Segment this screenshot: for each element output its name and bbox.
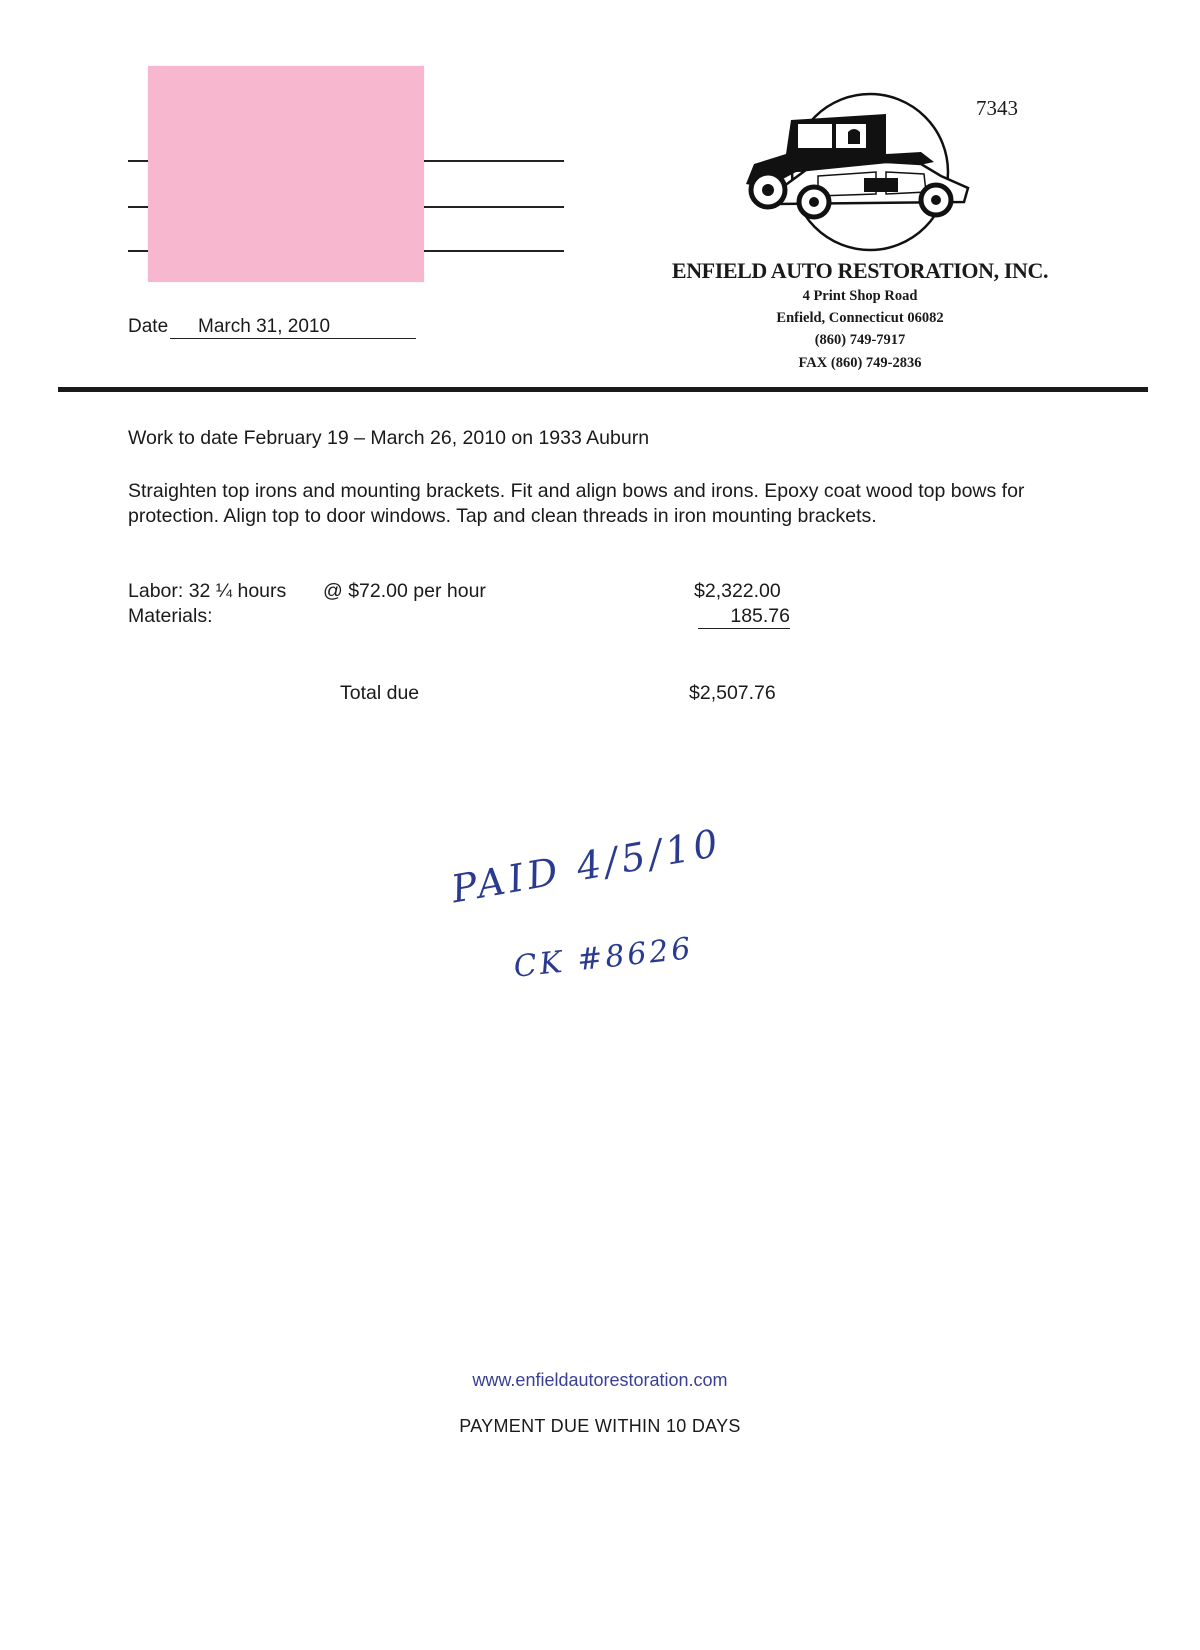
company-address-line-1: 4 Print Shop Road (802, 288, 918, 304)
company-address-line-2: Enfield, Connecticut 06082 (776, 310, 944, 326)
materials-label: Materials: (128, 605, 213, 627)
website-link[interactable]: www.enfieldautorestoration.com (472, 1370, 728, 1390)
labor-label: Labor: 32 ¼ hours (128, 580, 287, 602)
payment-terms: PAYMENT DUE WITHIN 10 DAYS (459, 1416, 741, 1436)
work-title: Work to date February 19 – March 26, 2010 on 1933 Auburn (128, 427, 650, 449)
total-label: Total due (340, 682, 420, 704)
company-phone: (860) 749-7917 (814, 332, 906, 348)
total-amount: $2,507.76 (689, 682, 776, 704)
company-name: ENFIELD AUTO RESTORATION, INC. (671, 258, 1049, 283)
invoice-number: 7343 (976, 96, 1018, 120)
labor-amount: $2,322.00 (694, 580, 781, 602)
company-fax: FAX (860) 749-2836 (798, 355, 922, 371)
handwritten-check-note: CK #8626 (512, 931, 696, 985)
materials-amount: 185.76 (698, 605, 790, 629)
work-description: Straighten top irons and mounting brackets. Fit and align bows and irons. Epoxy coat wood top bows for protection. Align top to door windows. Tap and clean threads in iron mounting brackets. (128, 480, 1025, 527)
date-value: March 31, 2010 (170, 316, 416, 339)
redaction-sticky-note (148, 66, 424, 282)
labor-rate: @ $72.00 per hour (323, 580, 486, 602)
handwritten-paid-note: PAID 4/5/10 (448, 820, 725, 912)
vintage-car-logo-icon (736, 92, 1006, 257)
date-label: Date (128, 316, 169, 337)
header-divider (58, 387, 1148, 392)
